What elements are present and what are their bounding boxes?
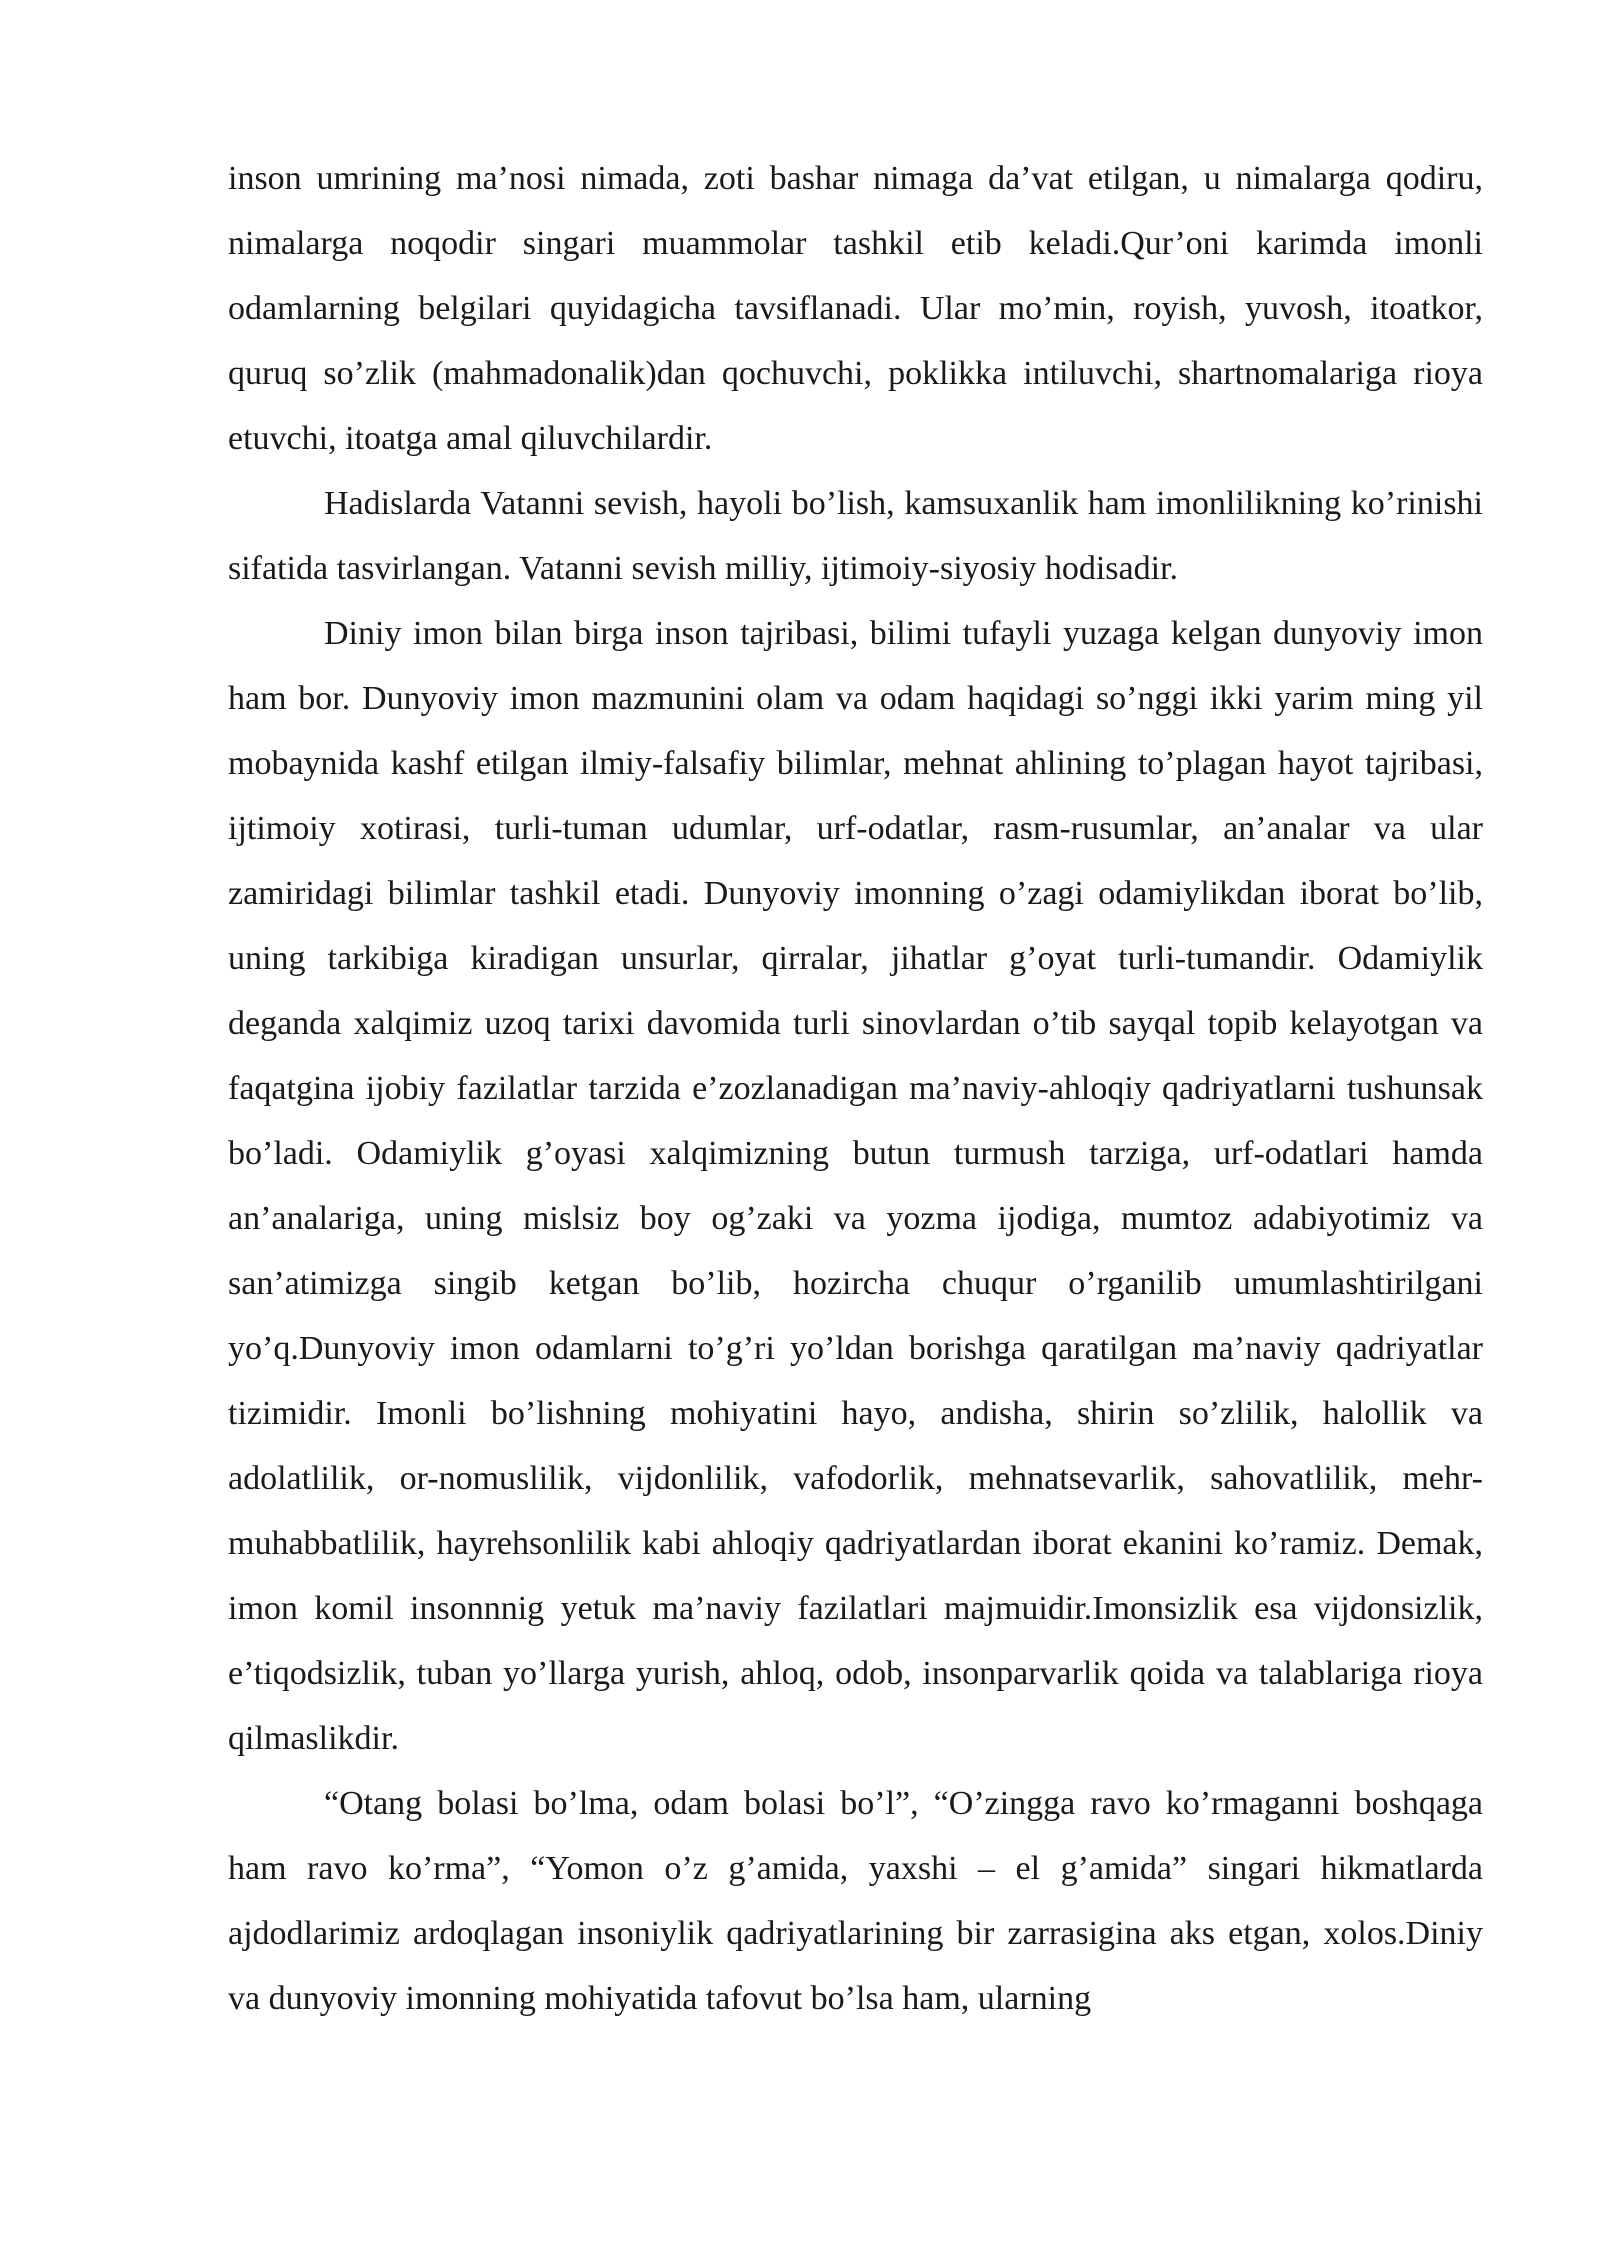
paragraph-hadislarda: Hadislarda Vatanni sevish, hayoli bo’lish, kamsuxanlik ham imonlilikning ko’rinishi sifatida tasvirlangan. Vatanni sevish milliy, ijtimoiy-siyosiy hodisadir. [228,485,1483,587]
paragraph-continuation: inson umrining ma’nosi nimada, zoti bashar nimaga da’vat etilgan, u nimalarga qodiru, nimalarga noqodir singari muammolar tashkil etib keladi.Qur’oni karimda imonli odamlarning belgilari quyidagicha tavsiflanadi. Ular mo’min, royish, yuvosh, itoatkor, quruq so’zlik (mahmadonalik)dan qochuvchi, poklikka intiluvchi, shartnomalariga rioya etuvchi, itoatga amal qiluvchilardir. [228,160,1483,457]
document-body [228,146,1483,2031]
paragraph-otang-bolasi: “Otang bolasi bo’lma, odam bolasi bo’l”, “O’zingga ravo ko’rmaganni boshqaga ham ravo ko’rma”, “Yomon o’z g’amida, yaxshi – el g’amida” singari hikmatlarda ajdodlarimiz ardoqlagan insoniylik qadriyatlarining bir zarrasigina aks etgan, xolos.Diniy va dunyoviy imonning mohiyatida tafovut bo’lsa ham, ularning [228,1785,1483,2017]
paragraph-diniy-imon: Diniy imon bilan birga inson tajribasi, bilimi tufayli yuzaga kelgan dunyoviy imon ham bor. Dunyoviy imon mazmunini olam va odam haqidagi so’nggi ikki yarim ming yil mobaynida kashf etilgan ilmiy-falsafiy bilimlar, mehnat ahlining to’plagan hayot tajribasi, ijtimoiy xotirasi, turli-tuman udumlar, urf-odatlar, rasm-rusumlar, an’analar va ular zamiridagi bilimlar tashkil etadi. Dunyoviy imonning o’zagi odamiylikdan iborat bo’lib, uning tarkibiga kiradigan unsurlar, qirralar, jihatlar g’oyat turli-tumandir. Odamiylik deganda xalqimiz uzoq tarixi davomida turli sinovlardan o’tib sayqal topib kelayotgan va faqatgina ijobiy fazilatlar tarzida e’zozlanadigan ma’naviy-ahloqiy qadriyatlarni tushunsak bo’ladi. Odamiylik g’oyasi xalqimizning butun turmush tarziga, urf-odatlari hamda an’analariga, uning mislsiz boy og’zaki va yozma ijodiga, mumtoz adabiyotimiz va san’atimizga singib ketgan bo’lib, hozircha chuqur o’rganilib umumlashtirilgani yo’q.Dunyoviy imon odamlarni to’g’ri yo’ldan borishga qaratilgan ma’naviy qadriyatlar tizimidir. Imonli bo’lishning mohiyatini hayo, andisha, shirin so’zlilik, halollik va adolatlilik, or-nomuslilik, vijdonlilik, vafodorlik, mehnatsevarlik, sahovatlilik, mehr-muhabbatlilik, hayrehsonlilik kabi ahloqiy qadriyatlardan iborat ekanini ko’ramiz. Demak, imon komil insonnnig yetuk ma’naviy fazilatlari majmuidir.Imonsizlik esa vijdonsizlik, e’tiqodsizlik, tuban yo’llarga yurish, ahloq, odob, insonparvarlik qoida va talablariga rioya qilmaslikdir. [228,615,1483,1757]
